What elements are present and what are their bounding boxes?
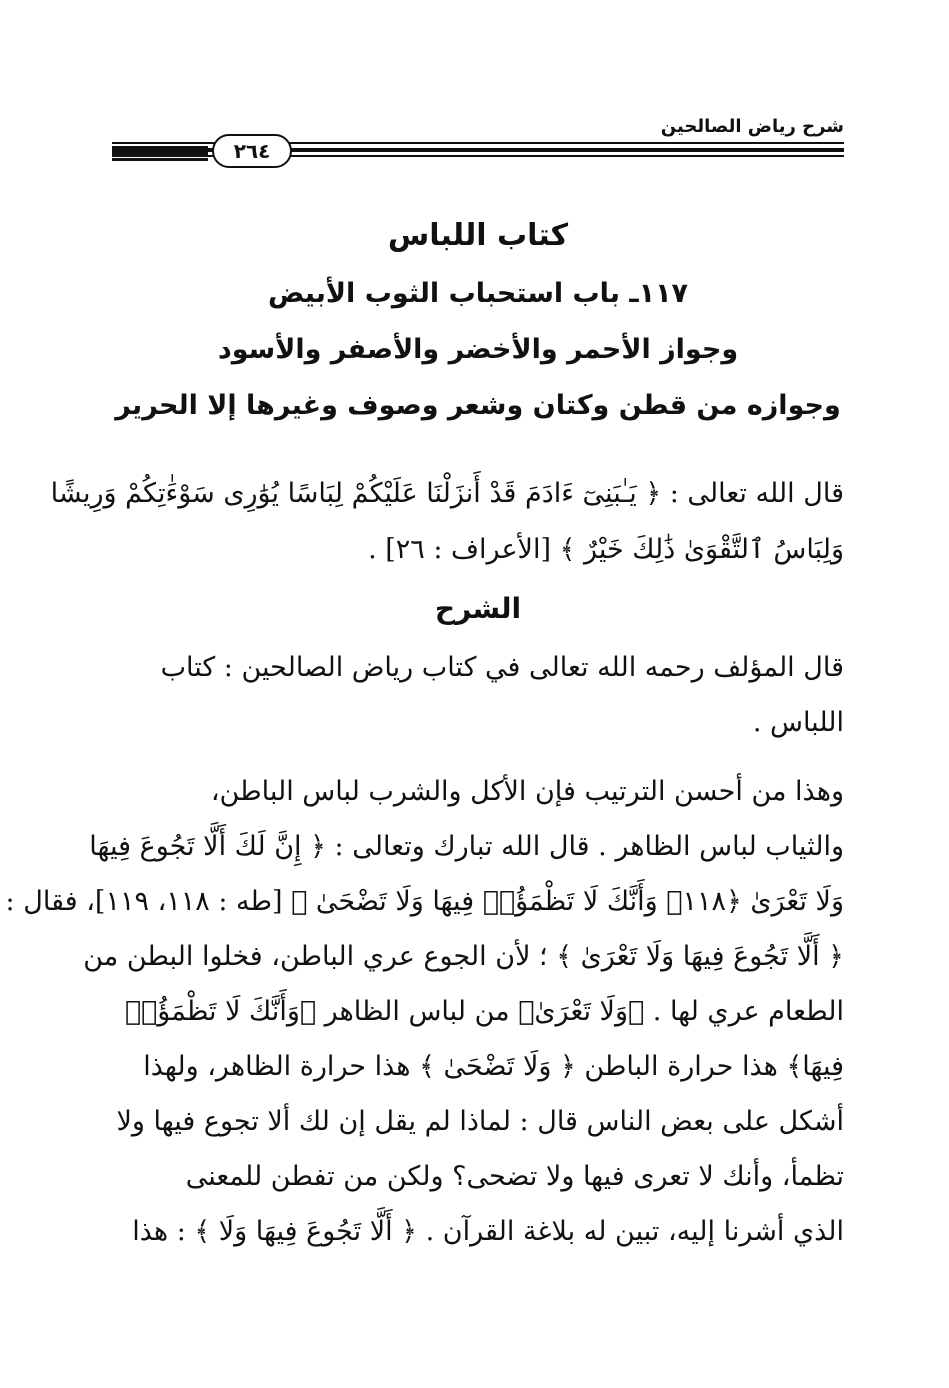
book-heading: كتاب اللباس	[387, 218, 569, 253]
text-line: الطعام عري لها . ﴿وَلَا تَعْرَىٰ﴾ من لباس الظاهر ﴿وَأَنَّكَ لَا تَظْمَؤُا۟	[124, 996, 844, 1027]
page-header	[112, 110, 844, 170]
text-line: تظمأ، وأنك لا تعرى فيها ولا تضحى؟ ولكن من تفطن للمعنى	[185, 1161, 844, 1192]
paragraph-2	[5, 764, 844, 1259]
verse-paragraph	[50, 466, 844, 578]
paragraph-1	[112, 640, 844, 750]
page-number: ٢٦٤	[212, 134, 292, 168]
chapter-heading-line-3: وجوازه من قطن وكتان وشعر وصوف وغيرها إلا الحرير	[115, 390, 841, 421]
sharh-heading: الشرح	[434, 592, 522, 625]
text-line: وهذا من أحسن الترتيب فإن الأكل والشرب لباس الباطن،	[210, 776, 844, 807]
page-number-ornament	[112, 140, 208, 162]
text-line: وَلِبَاسُ ٱلتَّقْوَىٰ ذَٰلِكَ خَيْرٌ ﴾ [الأعراف : ٢٦] .	[368, 534, 844, 565]
text-line: أشكل على بعض الناس قال : لماذا لم يقل إن لك ألا تجوع فيها ولا	[116, 1106, 844, 1137]
chapter-heading-line-2: وجواز الأحمر والأخضر والأصفر والأسود	[217, 334, 739, 365]
chapter-heading-line-1: ١١٧ـ باب استحباب الثوب الأبيض	[267, 278, 689, 309]
running-title: شرح رياض الصالحين	[660, 116, 844, 137]
text-line: ﴿ أَلَّا تَجُوعَ فِيهَا وَلَا تَعْرَىٰ ﴾ ؛ لأن الجوع عري الباطن، فخلوا البطن من	[83, 941, 844, 972]
text-line: قال المؤلف رحمه الله تعالى في كتاب رياض الصالحين : كتاب	[160, 652, 844, 683]
text-line: الذي أشرنا إليه، تبين له بلاغة القرآن . ﴿ أَلَّا تَجُوعَ فِيهَا وَلَا ﴾ : هذا	[132, 1216, 844, 1247]
text-line: اللباس .	[752, 707, 844, 738]
text-line: وَلَا تَعْرَىٰ ﴿١١٨﴾ وَأَنَّكَ لَا تَظْمَؤُا۟ فِيهَا وَلَا تَضْحَىٰ ﴾ [طه : ١١٨، ١١٩]، فقال :	[5, 886, 844, 917]
text-line: فِيهَا﴾ هذا حرارة الباطن ﴿ وَلَا تَضْحَىٰ ﴾ هذا حرارة الظاهر، ولهذا	[143, 1051, 844, 1082]
text-line: والثياب لباس الظاهر . قال الله تبارك وتعالى : ﴿ إِنَّ لَكَ أَلَّا تَجُوعَ فِيهَا	[89, 831, 844, 862]
text-line: قال الله تعالى : ﴿ يَـٰبَنِىٓ ءَادَمَ قَدْ أَنزَلْنَا عَلَيْكُمْ لِبَاسًا يُوَٰرِى سَوْءَٰتِكُمْ وَرِيشًا	[50, 478, 844, 509]
